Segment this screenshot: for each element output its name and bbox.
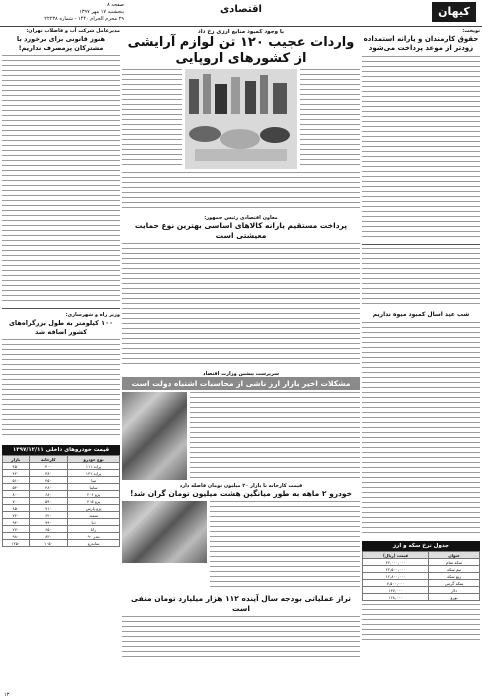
car-table-body	[3, 463, 120, 547]
table-row	[3, 463, 120, 470]
market-headline: مشکلات اخیر بازار ارز ناشی از محاسبات اشتباه دولت است	[122, 377, 360, 390]
table-cell: ۸۰۰	[3, 491, 30, 498]
budget-headline: تراز عملیاتی بودجه سال آینده ۱۱۲ هزار میلیارد تومان منفی است	[131, 594, 351, 613]
table-cell: ربع سکه	[429, 573, 480, 580]
footer-page-number: ۱۳	[4, 692, 10, 698]
main-headline-line1: واردات عجیب ۱۲۰ تن لوازم آرایشی	[127, 35, 355, 50]
right-body-text-3	[362, 322, 480, 537]
table-cell: ۷۷۰	[3, 526, 30, 533]
table-cell: تندر ۹۰	[68, 533, 120, 540]
car-table-header: کارخانه	[29, 456, 68, 463]
right-story2-headline: شب عید اسال کمبود میوه نداریم	[372, 311, 470, 318]
table-cell: ۴۰۰	[29, 463, 68, 470]
table-cell: ۹۴۰	[3, 519, 30, 526]
date-line: پنجشنبه ۱۷ مهر ۱۳۹۷	[79, 9, 124, 15]
table-cell: نیم سکه	[429, 566, 480, 573]
car-photo	[122, 501, 207, 563]
table-cell: ۷۴۰	[3, 512, 30, 519]
table-cell: ۱۴۷,۰۰۰	[363, 587, 429, 594]
subsidy-kicker: معاون اقتصادی رئیس جمهور:	[204, 215, 278, 221]
table-row	[3, 470, 120, 477]
table-row	[363, 580, 480, 587]
table-cell: پراید ۱۱۱	[68, 463, 120, 470]
table-row	[3, 505, 120, 512]
main-headline-line2: از کشورهای اروپایی	[175, 51, 307, 66]
page-header	[0, 0, 482, 27]
cosmetics-photo	[185, 69, 297, 169]
table-cell: ۶۵۰	[29, 526, 68, 533]
table-cell: تیبا	[68, 477, 120, 484]
table-cell: ۳۸۰	[29, 470, 68, 477]
table-cell: ۱۰۵۰	[29, 540, 68, 547]
table-row	[3, 484, 120, 491]
table-row	[363, 566, 480, 573]
left-story2-kicker: وزیر راه و شهرسازی:	[65, 312, 120, 318]
table-cell: ۴۲,۰۰۰,۰۰۰	[363, 559, 429, 566]
right-kicker: نوبخت:	[462, 28, 480, 34]
table-cell: ۴۵۰	[29, 477, 68, 484]
table-cell: ساندرو	[68, 540, 120, 547]
table-cell: ساینا	[68, 484, 120, 491]
table-cell: ۶۸۰	[29, 491, 68, 498]
car-body-text	[210, 501, 360, 591]
table-cell: سکه تمام	[429, 559, 480, 566]
car-price-table	[2, 455, 120, 547]
table-row	[3, 477, 120, 484]
table-cell: ۷,۵۰۰,۰۰۰	[363, 580, 429, 587]
table-cell: ۴۵۰	[3, 463, 30, 470]
table-cell: ۱۲,۸۰۰,۰۰۰	[363, 573, 429, 580]
right-body-text-2	[362, 248, 480, 308]
table-row	[3, 491, 120, 498]
subsidy-body-text	[122, 243, 360, 368]
table-cell: ۷۹۰	[29, 519, 68, 526]
subsidy-headline: پرداخت مستقیم یارانه کالاهای اساسی بهترین نوع حمایت معیشتی است	[134, 221, 348, 240]
car-table-header: نوع خودرو	[68, 456, 120, 463]
table-cell: ۷۰۰	[3, 498, 30, 505]
market-row	[122, 392, 360, 480]
table-cell: سمند	[68, 512, 120, 519]
market-kicker: سرپرست پیشین وزارت اقتصاد	[203, 371, 279, 377]
table-cell: ۹۸۰	[3, 533, 30, 540]
table-cell: ۸۵۰	[3, 505, 30, 512]
section-title: اقتصادی	[220, 4, 262, 15]
table-cell: یورو	[429, 594, 480, 601]
table-row	[3, 540, 120, 547]
left-story2-headline: ۱۰۰ کیلومتر به طول بزرگراه‌های کشور اضافه شد	[8, 319, 114, 336]
currency-table-header: قیمت (ریال)	[363, 552, 429, 559]
table-cell: پژو پارس	[68, 505, 120, 512]
table-cell: ۵۹۰	[29, 498, 68, 505]
table-cell: پژو ۲۰۶	[68, 491, 120, 498]
table-cell: ۲۲,۵۰۰,۰۰۰	[363, 566, 429, 573]
newspaper-logo: کیهان	[432, 2, 476, 22]
main-body-text-left	[122, 69, 182, 169]
car-headline: خودرو ۲ ماهه به طور میانگین هشت میلیون تومان گران شد!	[129, 489, 352, 498]
divider	[362, 244, 480, 245]
table-row	[3, 498, 120, 505]
table-row	[3, 512, 120, 519]
main-body-text-right	[300, 69, 360, 169]
table-row	[3, 519, 120, 526]
table-row	[3, 526, 120, 533]
car-price-table-title: قیمت خودروهای داخلی ۱۳۹۷/۱۲/۱۱	[2, 445, 120, 455]
divider	[2, 308, 120, 309]
car-kicker: قیمت کارخانه تا بازار ۲۰ میلیون تومان فاصله دارد	[179, 483, 303, 489]
main-kicker: با وجود کمبود منابع ارزی رخ داد	[197, 29, 285, 35]
table-cell: ۱۲۵۰	[3, 540, 30, 547]
left-body-text-2	[2, 339, 120, 439]
budget-body-text	[122, 616, 360, 658]
table-cell: ۵۴۰	[3, 484, 30, 491]
table-row	[363, 573, 480, 580]
center-area	[122, 28, 360, 696]
table-cell: دلار	[429, 587, 480, 594]
left-body-text	[2, 55, 120, 305]
page-info	[4, 2, 124, 23]
left-kicker: مدیرعامل شرکت آب و فاضلاب تهران:	[26, 28, 120, 34]
table-cell: ۷۱۰	[29, 505, 68, 512]
table-cell: ۶۲۰	[29, 512, 68, 519]
car-table-header: بازار	[3, 456, 30, 463]
issue-line: ۲۹ محرم الحرام ۱۴۴۰ - شماره ۲۲۲۳۸	[44, 16, 124, 22]
table-cell: ۴۸۰	[29, 484, 68, 491]
table-row	[363, 559, 480, 566]
cosmetics-image	[185, 69, 297, 169]
table-row	[3, 533, 120, 540]
right-column	[362, 28, 480, 696]
right-headline: حقوق کارمندان و یارانه استمداده زودتر از موعد پرداخت می‌شود	[363, 35, 479, 52]
table-row	[363, 594, 480, 601]
left-column	[2, 28, 120, 696]
page-number: صفحه ۸	[107, 2, 124, 8]
right-body-text	[362, 56, 480, 241]
currency-table-header: عنوان	[429, 552, 480, 559]
currency-table	[362, 551, 480, 601]
table-row	[363, 587, 480, 594]
table-cell: ۸۲۰	[29, 533, 68, 540]
right-footer-text	[362, 604, 480, 644]
left-headline: هنوز قانونی برای برخورد با مشترکان پرمصرف نداریم!	[16, 35, 106, 52]
table-cell: پژو ۴۰۵	[68, 498, 120, 505]
table-cell: پراید ۱۳۱	[68, 470, 120, 477]
portrait-photo	[122, 392, 187, 480]
main-body-text-bottom	[122, 172, 360, 212]
table-cell: ۴۲۰	[3, 470, 30, 477]
market-body-text	[190, 392, 360, 480]
currency-table-title: جدول نرخ سکه و ارز	[362, 541, 480, 551]
main-story-row	[122, 69, 360, 169]
car-row	[122, 501, 360, 591]
table-cell: ۱۶۸,۰۰۰	[363, 594, 429, 601]
table-cell: ۵۱۰	[3, 477, 30, 484]
table-cell: رانا	[68, 526, 120, 533]
table-cell: دنا	[68, 519, 120, 526]
table-cell: سکه گرمی	[429, 580, 480, 587]
